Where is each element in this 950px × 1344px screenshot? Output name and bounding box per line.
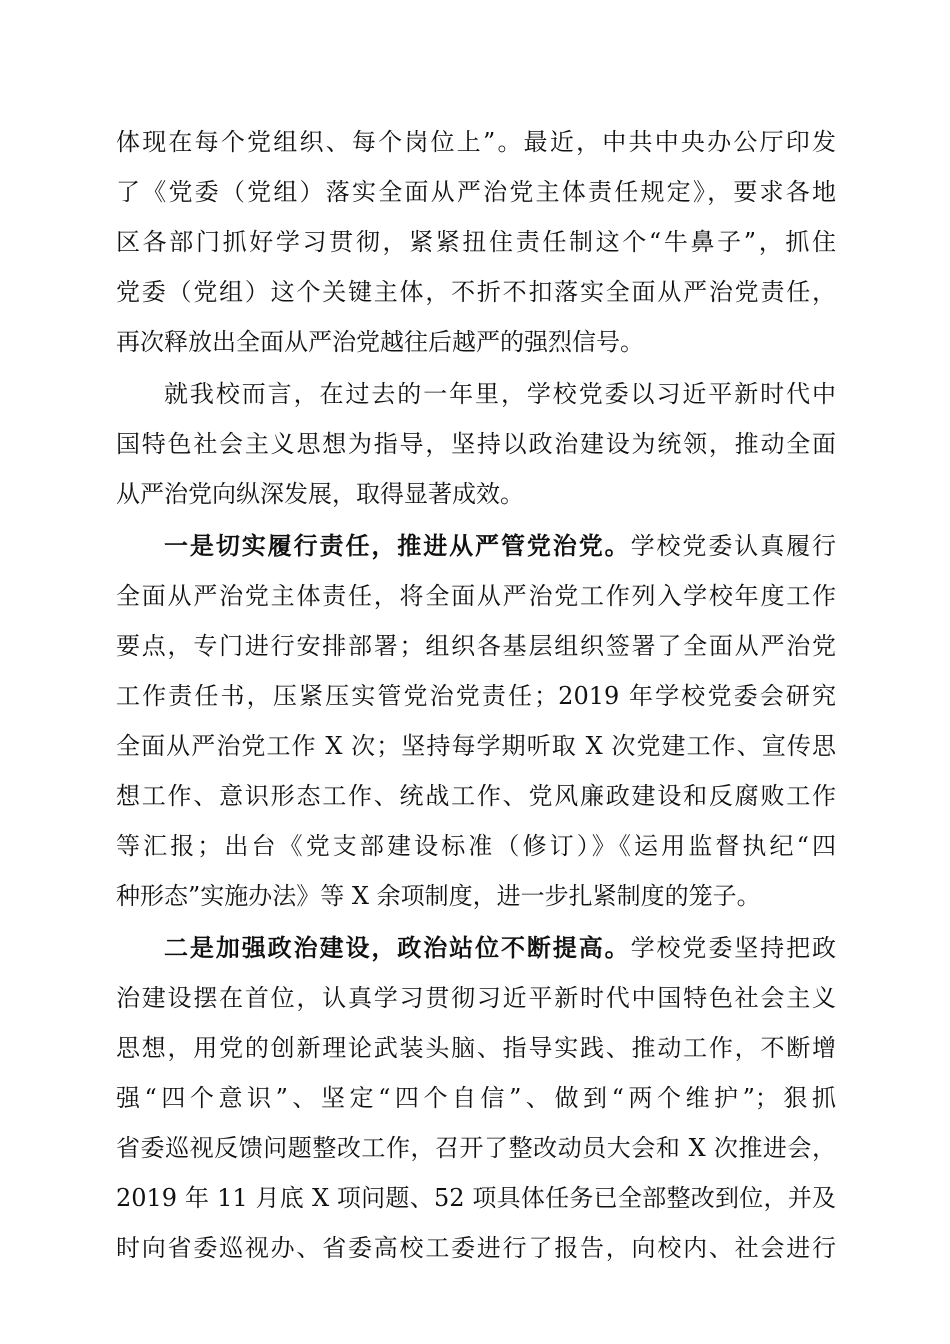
paragraph-2-line-1: 就我校而言，在过去的一年里，学校党委以习近平新时代中 bbox=[164, 380, 836, 408]
paragraph-4-line-1-text: 学校党委坚持把政 bbox=[630, 934, 836, 962]
paragraph-4-heading: 二是加强政治建设，政治站位不断提高。 bbox=[164, 933, 631, 962]
paragraph-1-line-2: 了《党委（党组）落实全面从严治党主体责任规定》，要求各地 bbox=[116, 178, 836, 206]
paragraph-1-line-4: 党委（党组）这个关键主体，不折不扣落实全面从严治党责任， bbox=[116, 278, 836, 306]
paragraph-3-line-7: 等汇报；出台《党支部建设标准（修订）》《运用监督执纪“四 bbox=[116, 832, 836, 860]
paragraph-4-line-2: 治建设摆在首位，认真学习贯彻习近平新时代中国特色社会主义 bbox=[116, 984, 836, 1012]
paragraph-4-line-6: 2019 年 11 月底 X 项问题、52 项具体任务已全部整改到位，并及 bbox=[116, 1184, 836, 1212]
paragraph-3-line-8: 种形态”实施办法》等 X 余项制度，进一步扎紧制度的笼子。 bbox=[116, 882, 761, 910]
paragraph-1-line-5: 再次释放出全面从严治党越往后越严的强烈信号。 bbox=[116, 328, 644, 356]
paragraph-3-line-4: 工作责任书，压紧压实管党治党责任；2019 年学校党委会研究 bbox=[116, 682, 836, 710]
paragraph-3-line-5: 全面从严治党工作 X 次；坚持每学期听取 X 次党建工作、宣传思 bbox=[116, 732, 836, 760]
paragraph-4-line-1 bbox=[164, 928, 836, 968]
paragraph-4-line-7: 时向省委巡视办、省委高校工委进行了报告，向校内、社会进行 bbox=[116, 1234, 836, 1262]
paragraph-2-line-3: 从严治党向纵深发展，取得显著成效。 bbox=[116, 480, 524, 508]
paragraph-1-line-1: 体现在每个党组织、每个岗位上”。最近，中共中央办公厅印发 bbox=[116, 128, 836, 156]
paragraph-3-line-1 bbox=[164, 526, 836, 566]
paragraph-3-line-2: 全面从严治党主体责任，将全面从严治党工作列入学校年度工作 bbox=[116, 582, 836, 610]
paragraph-3-line-6: 想工作、意识形态工作、统战工作、党风廉政建设和反腐败工作 bbox=[116, 782, 836, 810]
paragraph-3-heading: 一是切实履行责任，推进从严管党治党。 bbox=[164, 531, 631, 560]
paragraph-4-line-3: 思想，用党的创新理论武装头脑、指导实践、推动工作，不断增 bbox=[116, 1034, 836, 1062]
paragraph-3-line-3: 要点，专门进行安排部署；组织各基层组织签署了全面从严治党 bbox=[116, 632, 836, 660]
paragraph-1-line-3: 区各部门抓好学习贯彻，紧紧扭住责任制这个“牛鼻子”，抓住 bbox=[116, 228, 836, 256]
paragraph-4-line-4: 强“四个意识”、坚定“四个自信”、做到“两个维护”；狠抓 bbox=[116, 1084, 836, 1112]
paragraph-2-line-2: 国特色社会主义思想为指导，坚持以政治建设为统领，推动全面 bbox=[116, 430, 836, 458]
paragraph-4-line-5: 省委巡视反馈问题整改工作，召开了整改动员大会和 X 次推进会， bbox=[116, 1134, 836, 1162]
paragraph-3-line-1-text: 学校党委认真履行 bbox=[630, 532, 836, 560]
